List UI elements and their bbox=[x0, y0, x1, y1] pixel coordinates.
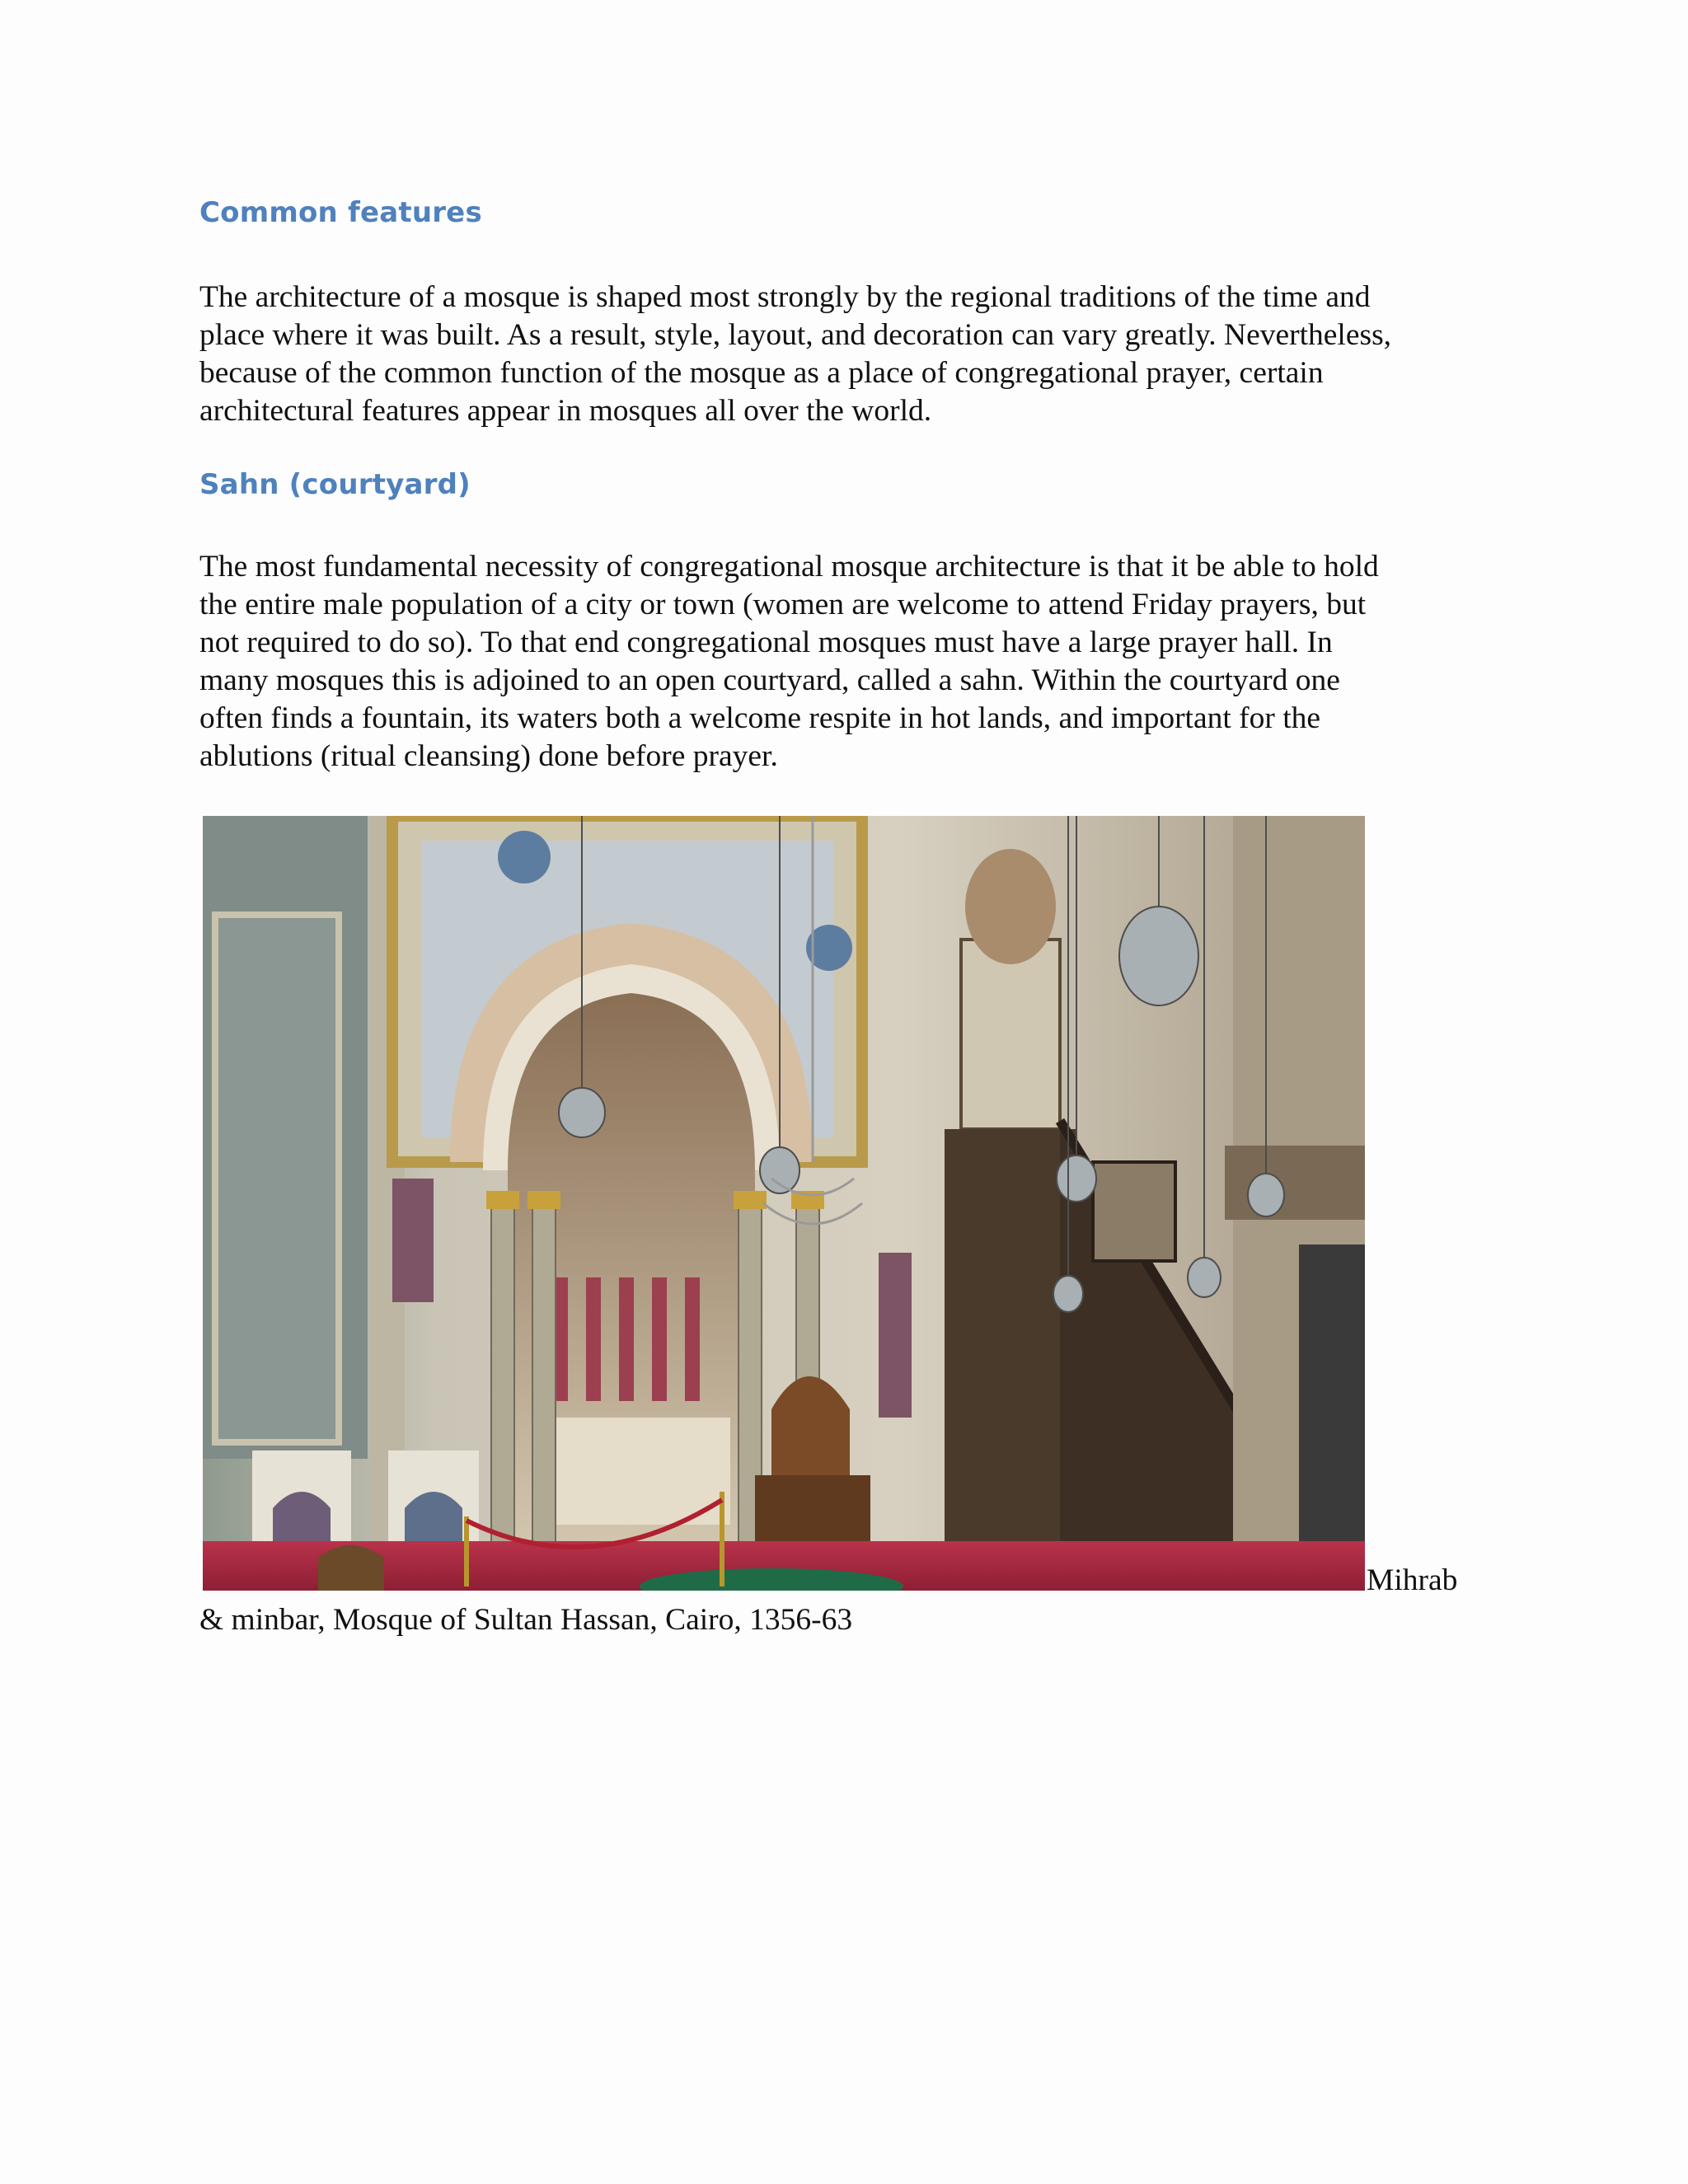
heading-common-features: Common features bbox=[199, 196, 482, 229]
text-line: place where it was built. As a result, style, layout, and decoration can vary greatly. Nevertheless, bbox=[199, 318, 1392, 352]
text-line: many mosques this is adjoined to an open courtyard, called a sahn. Within the courtyard one bbox=[199, 663, 1340, 697]
text-line: often finds a fountain, its waters both a welcome respite in hot lands, and important for the bbox=[199, 701, 1321, 735]
text-line: the entire male population of a city or town (women are welcome to attend Friday prayers, but bbox=[199, 588, 1367, 621]
text-line: not required to do so). To that end congregational mosques must have a large prayer hall. In bbox=[199, 626, 1333, 659]
heading-sahn: Sahn (courtyard) bbox=[199, 468, 471, 501]
figure-caption-end: & minbar, Mosque of Sultan Hassan, Cairo, 1356-63 bbox=[199, 1603, 853, 1637]
paragraph-common-features bbox=[199, 279, 1485, 430]
text-line: architectural features appear in mosques all over the world. bbox=[199, 394, 932, 428]
text-line: The most fundamental necessity of congregational mosque architecture is that it be able to hold bbox=[199, 550, 1379, 583]
paragraph-sahn bbox=[199, 548, 1485, 776]
text-line: because of the common function of the mosque as a place of congregational prayer, certain bbox=[199, 356, 1324, 390]
mihrab-minbar-photo bbox=[203, 816, 1365, 1591]
text-line: ablutions (ritual cleansing) done before prayer. bbox=[199, 739, 778, 773]
text-line: The architecture of a mosque is shaped most strongly by the regional traditions of the time and bbox=[199, 280, 1371, 314]
figure-caption-start: Mihrab bbox=[1367, 1563, 1458, 1597]
